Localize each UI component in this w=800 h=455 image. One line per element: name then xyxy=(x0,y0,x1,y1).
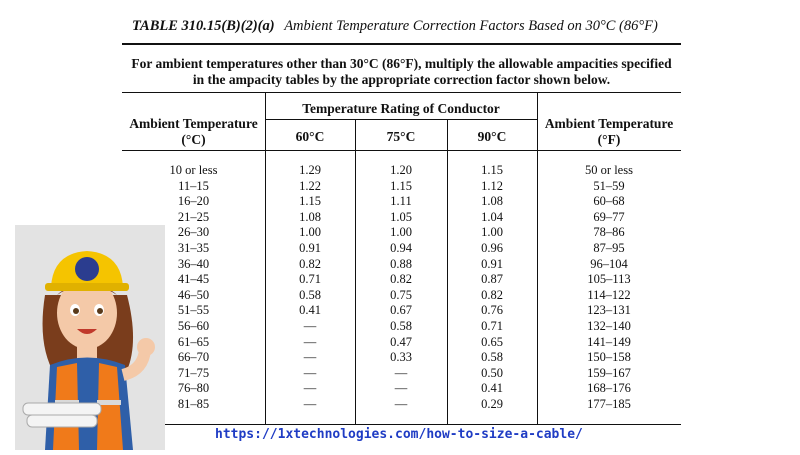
factor-75c-cell: — xyxy=(394,365,408,380)
table-caption xyxy=(132,18,658,35)
table-row xyxy=(122,303,681,319)
factor-60c-cell: 0.91 xyxy=(299,240,321,255)
factor-90c-cell: 1.08 xyxy=(481,194,503,209)
ambient-c-cell: 81–85 xyxy=(177,396,210,411)
factor-90c-cell: 0.65 xyxy=(481,334,503,349)
factor-90c-cell: 0.50 xyxy=(481,365,503,380)
ambient-f-cell: 69–77 xyxy=(593,209,625,224)
table-row xyxy=(122,366,681,382)
header-ambient-f xyxy=(537,116,681,148)
factor-90c-cell: 0.87 xyxy=(481,272,503,287)
factor-90c-cell: 0.91 xyxy=(481,256,503,271)
helmet-badge xyxy=(75,257,99,281)
factor-60c-cell: 1.22 xyxy=(299,178,321,193)
factor-90c-cell: 0.96 xyxy=(481,240,503,255)
factor-75c-cell: 0.47 xyxy=(390,334,412,349)
table-title: Ambient Temperature Correction Factors Based on 30°C (86°F) xyxy=(284,18,658,34)
ambient-c-cell: 11–15 xyxy=(178,178,209,193)
top-rule xyxy=(122,43,681,45)
table-body xyxy=(122,163,681,413)
bottom-rule xyxy=(122,424,681,425)
table-row xyxy=(122,397,681,413)
factor-90c-cell: 1.12 xyxy=(481,178,503,193)
factor-75c-cell: 1.00 xyxy=(390,225,412,240)
ambient-f-cell: 159–167 xyxy=(587,365,631,380)
factor-75c-cell: 0.94 xyxy=(390,240,412,255)
ambient-f-cell: 114–122 xyxy=(587,287,631,302)
ambient-f-cell: 123–131 xyxy=(587,303,631,318)
table-row xyxy=(122,335,681,351)
ambient-f-cell: 141–149 xyxy=(587,334,631,349)
ambient-f-cell: 177–185 xyxy=(587,396,631,411)
factor-90c-cell: 0.41 xyxy=(481,381,503,396)
ambient-f-cell: 87–95 xyxy=(593,240,625,255)
factor-60c-cell: 1.29 xyxy=(299,163,321,177)
header-90c: 90°C xyxy=(477,129,507,144)
factor-90c-cell: 0.71 xyxy=(481,318,503,333)
engineer-mascot xyxy=(15,225,165,450)
table-number: TABLE 310.15(B)(2)(a) xyxy=(132,18,275,34)
factor-75c-cell: 0.58 xyxy=(390,318,412,333)
factor-75c-cell: 0.88 xyxy=(390,256,412,271)
factor-90c-cell: 1.00 xyxy=(481,225,503,240)
table-row xyxy=(122,179,681,195)
ambient-c-cell: 26–30 xyxy=(177,225,210,240)
header-ambient-c-unit: (°C) xyxy=(181,132,206,147)
ambient-c-cell: 36–40 xyxy=(177,256,210,271)
ambient-c-cell: 66–70 xyxy=(177,350,210,365)
factor-60c-cell: 0.82 xyxy=(299,256,321,271)
factor-60c-cell: 1.15 xyxy=(299,194,321,209)
factor-90c-cell: 0.29 xyxy=(481,396,503,411)
factor-75c-cell: — xyxy=(394,396,408,411)
header-ambient-f-unit: (°F) xyxy=(597,132,621,147)
factor-90c-cell: 0.82 xyxy=(481,287,503,302)
factor-90c-cell: 0.76 xyxy=(481,303,503,318)
factor-60c-cell: — xyxy=(303,318,317,333)
ambient-f-cell: 78–86 xyxy=(593,225,625,240)
header-75c: 75°C xyxy=(386,129,416,144)
ambient-c-cell: 71–75 xyxy=(177,365,210,380)
table-row xyxy=(122,225,681,241)
factor-60c-cell: 0.71 xyxy=(299,272,321,287)
ambient-f-cell: 150–158 xyxy=(587,350,631,365)
table-row xyxy=(122,288,681,304)
engineer-illustration xyxy=(15,225,165,450)
factor-75c-cell: 0.82 xyxy=(390,272,412,287)
factor-60c-cell: — xyxy=(303,334,317,349)
ambient-c-cell: 10 or less xyxy=(169,163,218,177)
factor-75c-cell: 1.15 xyxy=(390,178,412,193)
table-row xyxy=(122,381,681,397)
header-top-rule xyxy=(122,92,681,93)
header-ambient-c xyxy=(122,116,265,148)
factor-60c-cell: — xyxy=(303,365,317,380)
factor-60c-cell: — xyxy=(303,381,317,396)
ambient-c-cell: 56–60 xyxy=(177,318,210,333)
factor-60c-cell: — xyxy=(303,350,317,365)
factor-90c-cell: 1.04 xyxy=(481,209,503,224)
intro-line-2: in the ampacity tables by the appropriate correction factor shown below. xyxy=(192,72,611,87)
ambient-c-cell: 31–35 xyxy=(177,240,210,255)
factor-75c-cell: 0.67 xyxy=(390,303,412,318)
factor-75c-cell: 0.33 xyxy=(390,350,412,365)
factor-75c-cell: 0.75 xyxy=(390,287,412,302)
header-60c: 60°C xyxy=(295,129,325,144)
source-link[interactable]: https://1xtechnologies.com/how-to-size-a-cable/ xyxy=(215,427,583,442)
ambient-f-cell: 105–113 xyxy=(587,272,631,287)
factor-60c-cell: — xyxy=(303,396,317,411)
ambient-f-cell: 96–104 xyxy=(590,256,628,271)
table-row xyxy=(122,210,681,226)
factor-75c-cell: 1.05 xyxy=(390,209,412,224)
factor-75c-cell: — xyxy=(394,381,408,396)
table-row xyxy=(122,241,681,257)
intro-line-1: For ambient temperatures other than 30°C (86°F), multiply the allowable ampacities specified xyxy=(131,56,672,71)
table-intro xyxy=(122,56,681,88)
factor-75c-cell: 1.20 xyxy=(390,163,412,177)
table-row xyxy=(122,350,681,366)
table-row xyxy=(122,194,681,210)
ambient-c-cell: 41–45 xyxy=(177,272,210,287)
factor-90c-cell: 0.58 xyxy=(481,350,503,365)
factor-60c-cell: 1.00 xyxy=(299,225,321,240)
table-row xyxy=(122,272,681,288)
ambient-f-cell: 60–68 xyxy=(593,194,625,209)
ambient-f-cell: 132–140 xyxy=(587,318,631,333)
header-ambient-c-label: Ambient Temperature xyxy=(129,116,258,131)
header-rating: Temperature Rating of Conductor xyxy=(302,101,500,116)
table-row xyxy=(122,319,681,335)
ambient-c-cell: 61–65 xyxy=(177,334,210,349)
table-row xyxy=(122,257,681,273)
header-bottom-rule xyxy=(122,150,681,151)
ambient-c-cell: 21–25 xyxy=(177,209,210,224)
ambient-f-cell: 51–59 xyxy=(593,178,625,193)
factor-90c-cell: 1.15 xyxy=(481,163,503,177)
ambient-c-cell: 51–55 xyxy=(177,303,210,318)
factor-75c-cell: 1.11 xyxy=(390,194,412,209)
ambient-c-cell: 76–80 xyxy=(177,381,210,396)
ambient-c-cell: 16–20 xyxy=(177,194,210,209)
ambient-c-cell: 46–50 xyxy=(177,287,210,302)
ambient-f-cell: 50 or less xyxy=(585,163,633,177)
factor-60c-cell: 0.41 xyxy=(299,303,321,318)
table-row xyxy=(122,163,681,179)
factor-60c-cell: 1.08 xyxy=(299,209,321,224)
factor-60c-cell: 0.58 xyxy=(299,287,321,302)
header-ambient-f-label: Ambient Temperature xyxy=(544,116,674,131)
ambient-f-cell: 168–176 xyxy=(587,381,631,396)
rating-rule xyxy=(265,119,537,120)
